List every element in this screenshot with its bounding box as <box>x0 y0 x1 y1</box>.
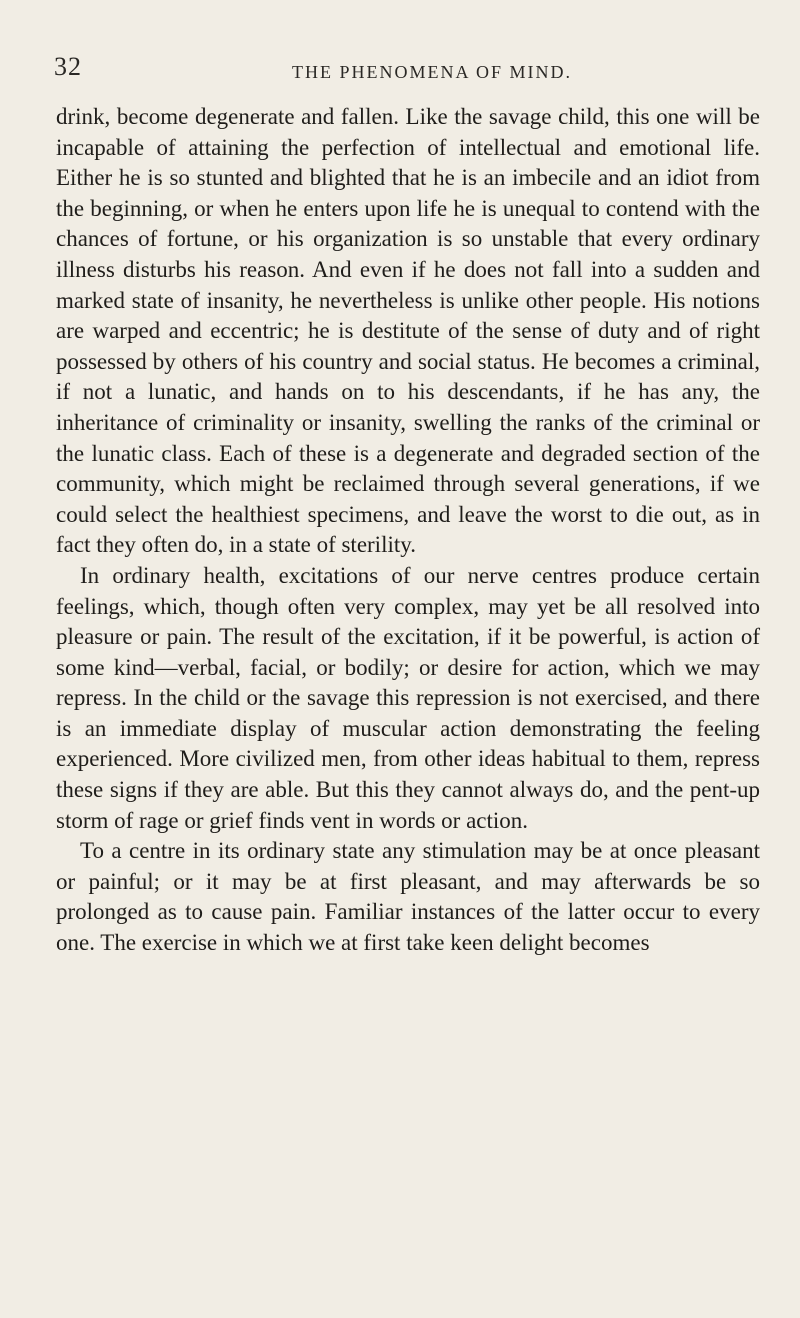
body-text <box>56 102 760 959</box>
running-head <box>52 52 752 88</box>
paragraph-3: To a centre in its ordinary state any stimulation may be at once pleasant or painful; or it may be at first pleasant, and may afterwards be so prolonged as to cause pain. Familiar instances of the latter occur to every one. The exercise in which we at first take keen delight becomes <box>56 838 760 956</box>
running-title: THE PHENOMENA OF MIND. <box>291 62 572 82</box>
paragraph-2: In ordinary health, excitations of our nerve centres produce certain feelings, which, though often very complex, may yet be all resolved into pleasure or pain. The result of the excitation, if it be powerful, is action of some kind—verbal, facial, or bodily; or desire for action, which we may repress. In the child or the savage this repression is not exercised, and there is an immediate display of muscular action demonstrating the feeling experienced. More civilized men, from other ideas habitual to them, repress these signs if they are able. But this they cannot always do, and the pent-up storm of rage or grief finds vent in words or action. <box>56 562 760 833</box>
paragraph-1: drink, become degenerate and fallen. Like the savage child, this one will be incapable of attaining the perfection of intellectual and emotional life. Either he is so stunted and blighted that he is an imbecile and an idiot from the beginning, or when he enters upon life he is unequal to contend with the chances of fortune, or his organization is so unstable that every ordinary illness disturbs his reason. And even if he does not fall into a sudden and marked state of insanity, he nevertheless is unlike other people. His notions are warped and eccentric; he is destitute of the sense of duty and of right possessed by others of his country and social status. He becomes a criminal, if not a lunatic, and hands on to his descendants, if he has any, the inheritance of criminality or insanity, swelling the ranks of the criminal or the lunatic class. Each of these is a degenerate and degraded section of the community, which might be reclaimed through several generations, if we could select the healthiest specimens, and leave the worst to die out, as in fact they often do, in a state of sterility. <box>56 104 760 558</box>
page-number: 32 <box>54 52 82 81</box>
